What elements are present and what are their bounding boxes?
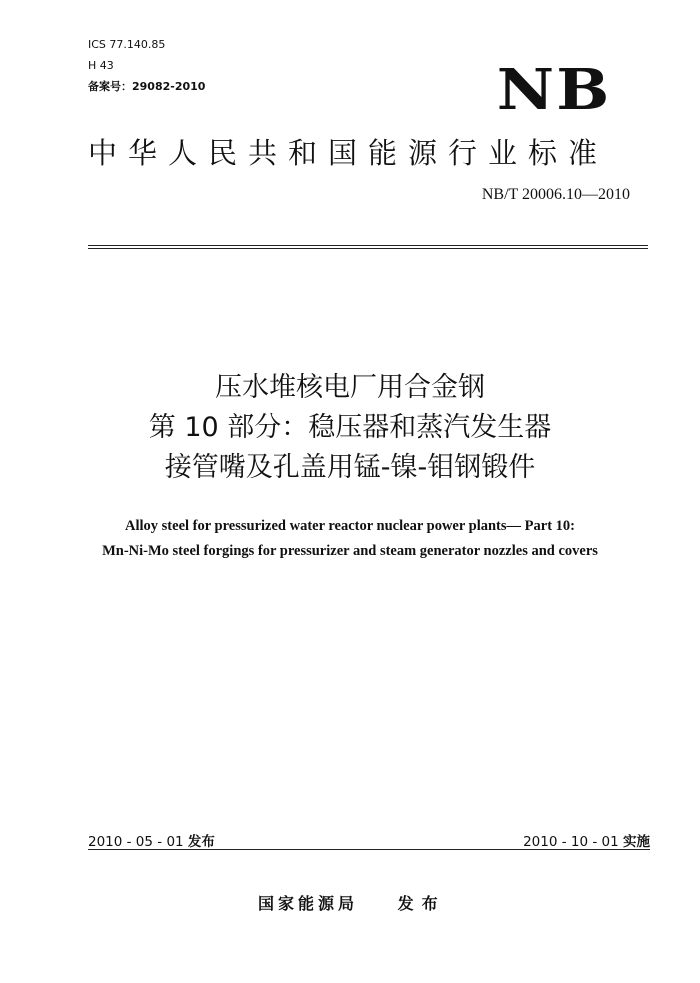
publisher-action: 发布 (397, 894, 446, 913)
classification-block (88, 34, 205, 97)
implement-date-block (523, 830, 650, 850)
implement-label: 实施 (623, 834, 650, 850)
english-title (40, 514, 660, 564)
chinese-title-line-3: 接管嘴及孔盖用锰-镍-钼钢锻件 (164, 452, 536, 483)
issue-date-block (88, 830, 215, 850)
publisher-block (258, 891, 446, 914)
footer-divider (88, 849, 650, 850)
publisher-org: 国家能源局 (258, 894, 359, 913)
header-divider-top (88, 245, 648, 246)
issue-date: 2010 - 05 - 01 (88, 834, 184, 850)
english-title-line-2: Mn-Ni-Mo steel forgings for pressurizer and steam generator nozzles and covers (102, 543, 598, 559)
ics-code: ICS 77.140.85 (88, 38, 166, 51)
classification-code: H 43 (88, 59, 114, 72)
filing-number: 备案号：29082-2010 (88, 80, 206, 93)
implement-date: 2010 - 10 - 01 (523, 834, 619, 850)
standard-number: NB/T 20006.10—2010 (481, 186, 630, 203)
header-divider-bottom (88, 248, 648, 249)
english-title-line-1: Alloy steel for pressurized water reactor nuclear power plants— Part 10: (125, 518, 575, 534)
chinese-title (88, 368, 612, 488)
org-title: 中华人民共和国能源行业标准 (88, 136, 609, 170)
issue-label: 发布 (187, 834, 215, 850)
nb-logo: NB (497, 57, 612, 123)
chinese-title-line-1: 压水堆核电厂用合金钢 (215, 372, 485, 403)
chinese-title-line-2: 第 10 部分：稳压器和蒸汽发生器 (148, 412, 552, 443)
